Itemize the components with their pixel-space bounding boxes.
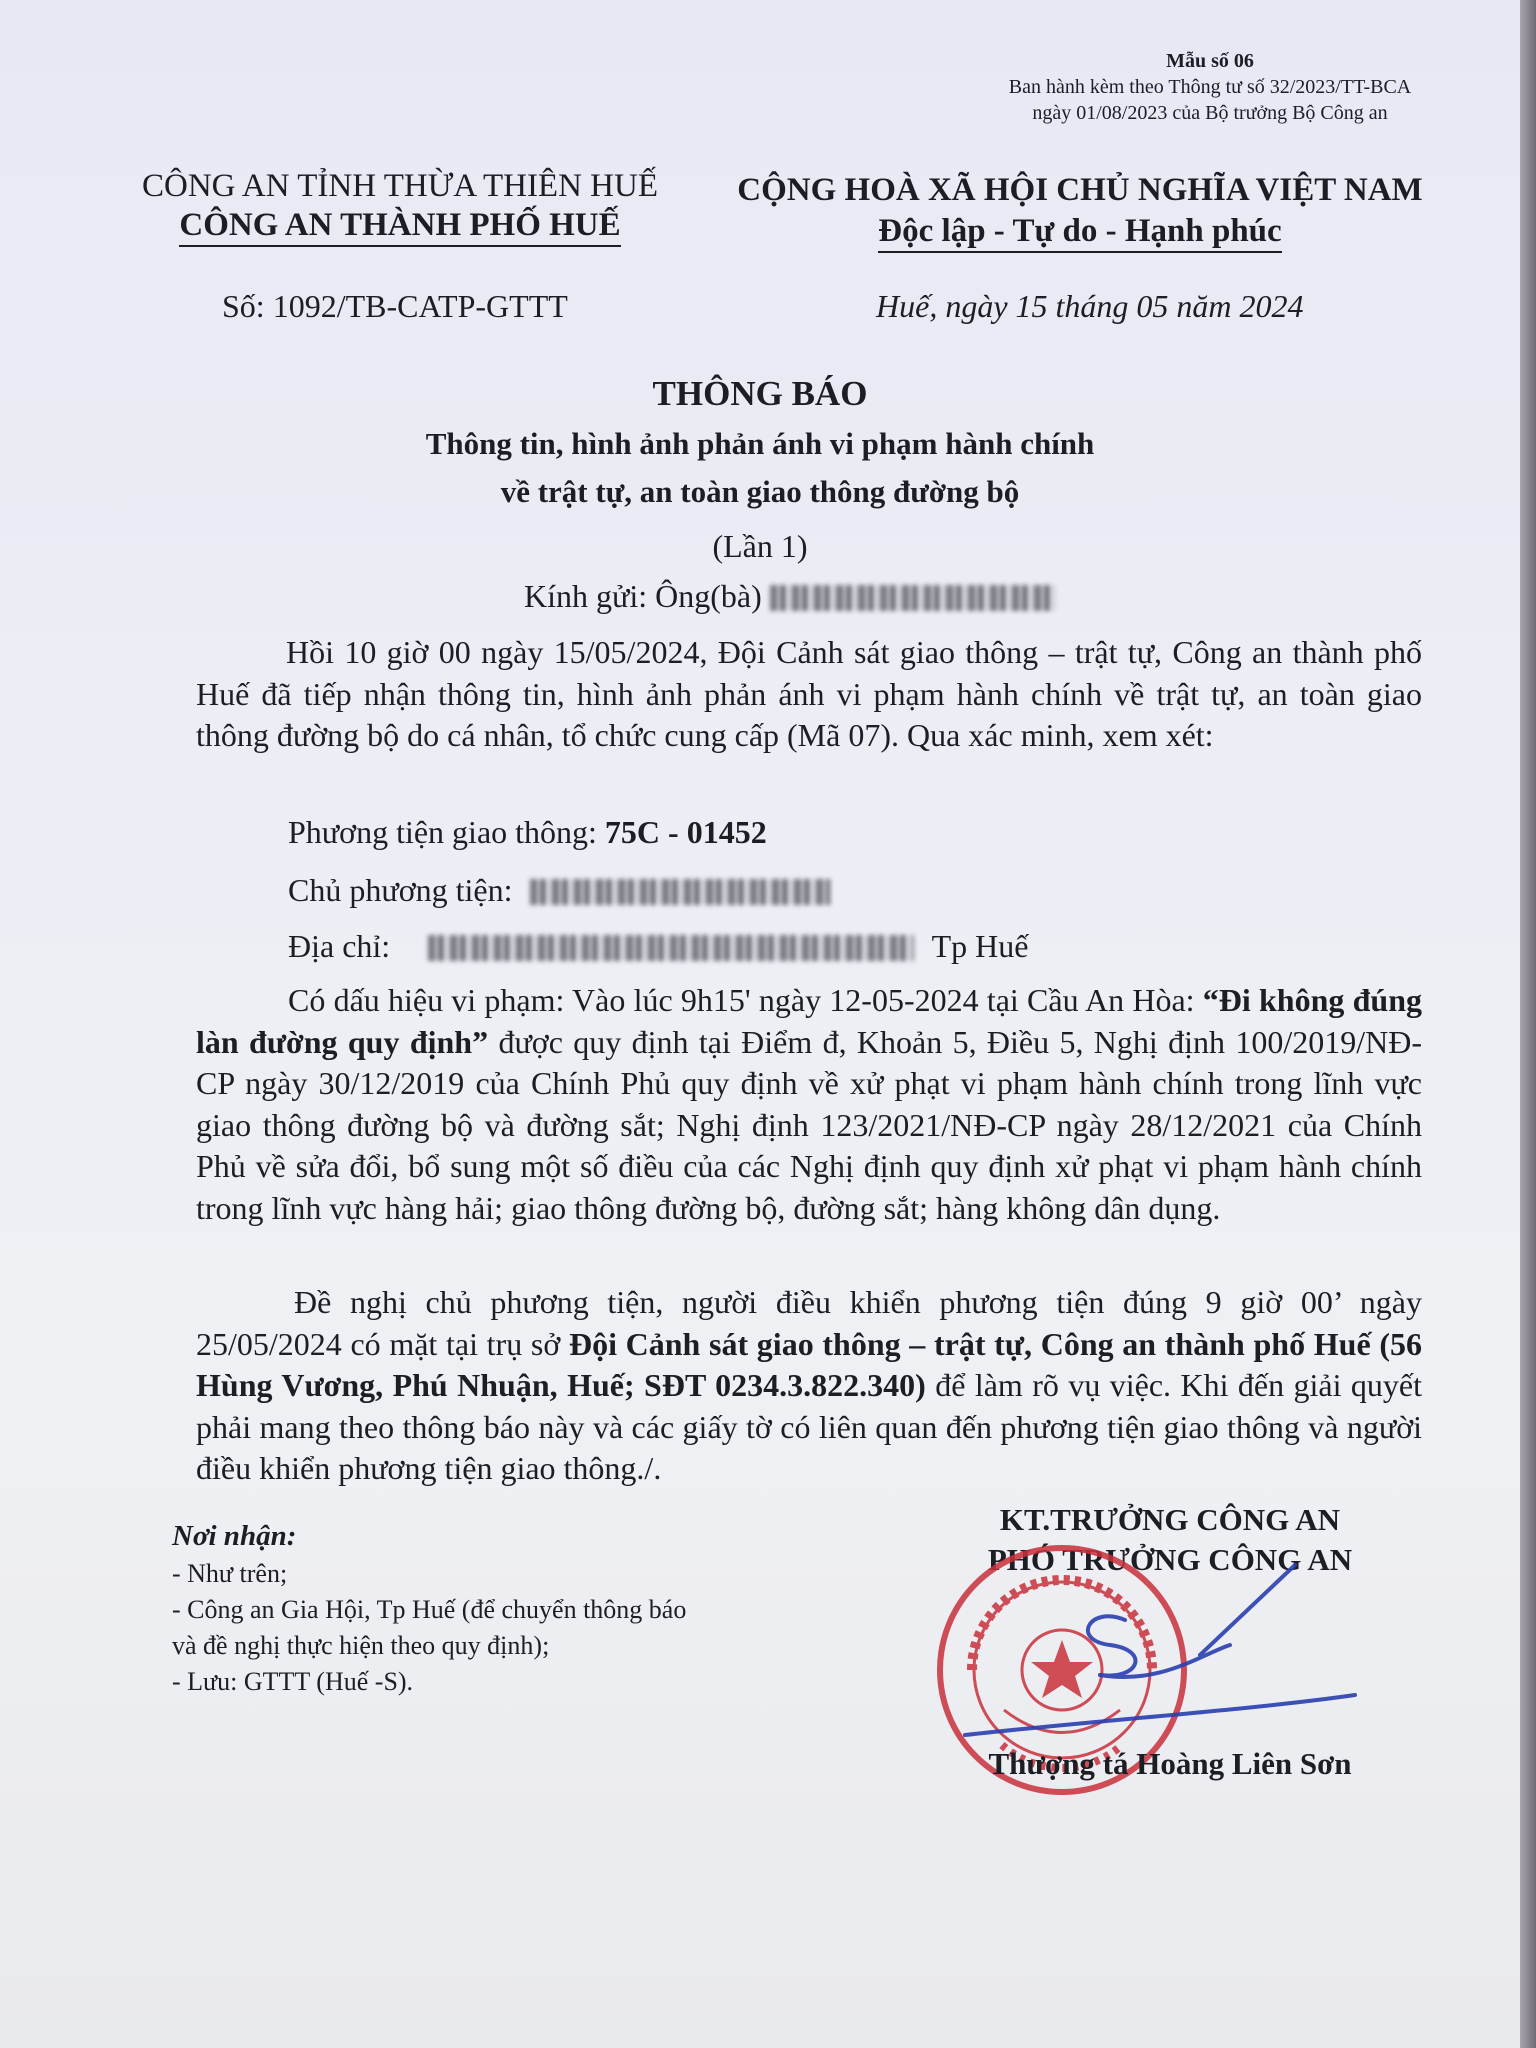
attempt-label: (Lần 1) (712, 528, 808, 564)
form-note-line1: Ban hành kèm theo Thông tư số 32/2023/TT-BCA (1008, 76, 1412, 98)
agency-header (110, 168, 690, 244)
recipients-heading: Nơi nhận: (172, 1520, 297, 1552)
form-code: Mẫu số 06 (1166, 50, 1254, 72)
recipient-item-2a: - Công an Gia Hội, Tp Huế (để chuyển thông báo (172, 1595, 687, 1624)
address-city: Tp Huế (931, 928, 1029, 964)
recipient-item-3: - Lưu: GTTT (Huế -S). (172, 1667, 414, 1696)
paragraph-reception: Hồi 10 giờ 00 ngày 15/05/2024, Đội Cảnh sát giao thông – trật tự, Công an thành phố Huế đã tiếp nhận thông tin, hình ảnh phản ánh vi phạm hành chính về trật tự, an toàn giao thông đường bộ do cá nhân, tổ chức cung cấp (Mã 07). Qua xác minh, xem xét: (196, 634, 1422, 753)
paragraph-request (196, 1282, 1422, 1490)
nation-header (720, 172, 1440, 250)
redacted-recipient-name (770, 585, 1056, 611)
recipient-item-1: - Như trên; (172, 1559, 288, 1588)
redacted-address (428, 935, 914, 961)
nation-motto: Độc lập - Tự do - Hạnh phúc (878, 213, 1281, 253)
agency-name: CÔNG AN THÀNH PHỐ HUẾ (179, 207, 620, 247)
recipient-item-2b: và đề nghị thực hiện theo quy định); (172, 1631, 550, 1660)
violation-lead: Có dấu hiệu vi phạm: Vào lúc 9h15' ngày 12-05-2024 tại Cầu An Hòa: (288, 982, 1203, 1018)
owner-line (288, 872, 830, 909)
recipients-block (172, 1518, 686, 1700)
subtitle-line1: Thông tin, hình ảnh phản ánh vi phạm hành chính (425, 426, 1095, 461)
paragraph-violation (196, 980, 1422, 1229)
signer-title-1: KT.TRƯỞNG CÔNG AN (999, 1502, 1341, 1537)
handwritten-signature (950, 1545, 1370, 1745)
agency-parent: CÔNG AN TỈNH THỪA THIÊN HUẾ (141, 168, 658, 204)
address-line (288, 928, 1028, 965)
redacted-owner-name (530, 879, 830, 905)
violation-legal-basis: được quy định tại Điểm đ, Khoản 5, Điều 5, Nghị định 100/2019/NĐ-CP ngày 30/12/2019 của Chính Phủ quy định về xử phạt vi phạm hành chính trong lĩnh vực giao thông đường bộ và đường sắt; Nghị định 123/2021/NĐ-CP ngày 28/12/2021 của Chính Phủ về sửa đổi, bổ sung một số điều của các Nghị định quy định xử phạt vi phạm hành chính trong lĩnh vực hàng hải; giao thông đường bộ, đường sắt; hàng không dân dụng. (196, 1023, 1423, 1226)
doc-number: Số: 1092/TB-CATP-GTTT (222, 288, 568, 324)
form-note (920, 48, 1500, 126)
recipient-line (524, 578, 1056, 615)
place-date: Huế, ngày 15 tháng 05 năm 2024 (876, 288, 1304, 324)
form-note-line2: ngày 01/08/2023 của Bộ trưởng Bộ Công an (1032, 102, 1388, 124)
request-lead: Đề nghị chủ phương tiện, người điều khiển phương tiện đúng 9 giờ 00’ ngày 25/05/2024 có mặt tại trụ sở (196, 1284, 1422, 1362)
violation-name: “Đi không đúng làn đường quy định” (196, 982, 1423, 1060)
vehicle-line (288, 814, 767, 851)
signer-title-2: PHÓ TRƯỞNG CÔNG AN (987, 1542, 1353, 1577)
signer-name: Thượng tá Hoàng Liên Sơn (988, 1746, 1352, 1781)
vehicle-label: Phương tiện giao thông: (288, 814, 597, 850)
page-edge-shadow (1520, 0, 1536, 2048)
subtitle-line2: về trật tự, an toàn giao thông đường bộ (500, 474, 1020, 509)
address-label: Địa chỉ: (288, 928, 391, 964)
owner-label: Chủ phương tiện: (288, 872, 513, 908)
doc-title: THÔNG BÁO (652, 374, 868, 413)
vehicle-plate: 75C - 01452 (604, 814, 767, 850)
request-rest: để làm rõ vụ việc. Khi đến giải quyết phải mang theo thông báo này và các giấy tờ có liên quan đến phương tiện giao thông và người điều khiển phương tiện giao thông./. (196, 1367, 1422, 1486)
recipient-label: Kính gửi: Ông(bà) (524, 578, 762, 614)
request-office: Đội Cảnh sát giao thông – trật tự, Công an thành phố Huế (56 Hùng Vương, Phú Nhuận, Huế; SĐT 0234.3.822.340) (196, 1325, 1423, 1403)
nation-name: CỘNG HOÀ XÃ HỘI CHỦ NGHĨA VIỆT NAM (737, 172, 1423, 208)
